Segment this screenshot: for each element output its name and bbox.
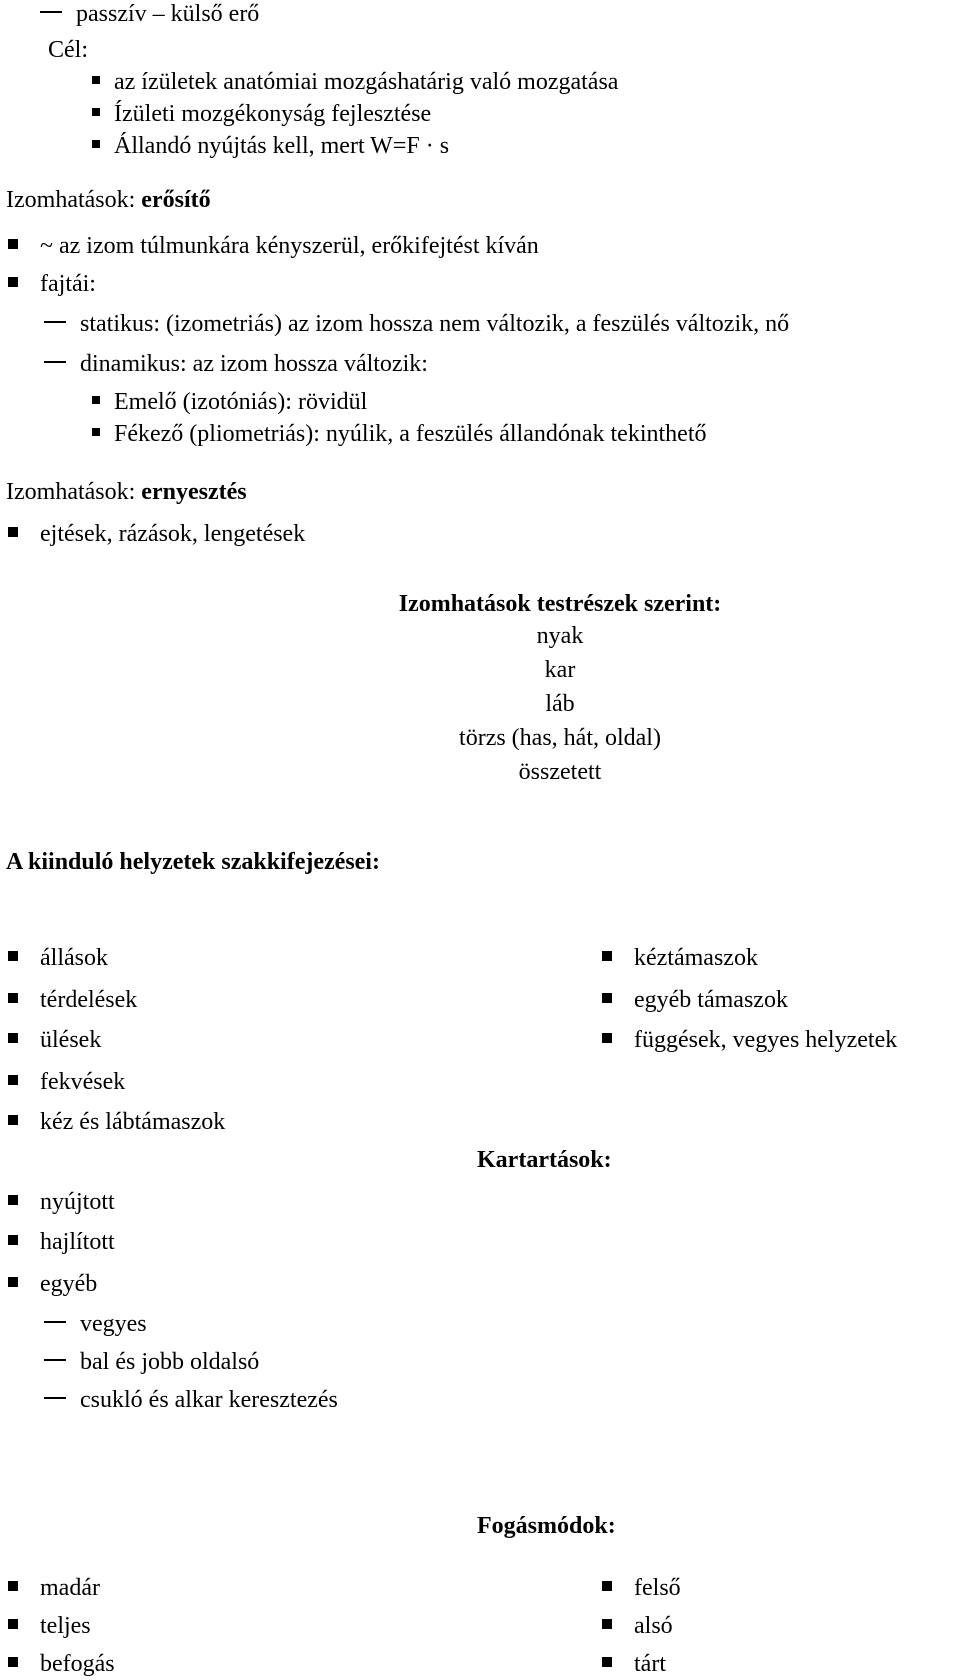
square-bullet-icon: [8, 527, 18, 537]
list-item: függések, vegyes helyzetek: [602, 1026, 897, 1054]
square-bullet-icon: [8, 1033, 18, 1043]
dash-bullet-icon: [44, 1321, 66, 1323]
list-item: teljes: [8, 1612, 91, 1640]
list-item: kar: [544, 657, 576, 683]
list-item: egyéb: [8, 1270, 97, 1298]
section-title: Izomhatások testrészek szerint:: [398, 591, 722, 617]
section-heading: Izomhatások: erősítő: [6, 187, 211, 213]
list-item: passzív – külső erő: [40, 0, 259, 28]
square-bullet-icon: [8, 1075, 18, 1085]
dash-bullet-icon: [44, 1397, 66, 1399]
list-item: ejtések, rázások, lengetések: [8, 520, 305, 548]
list-item: felső: [602, 1574, 681, 1602]
list-item: törzs (has, hát, oldal): [459, 725, 661, 751]
list-item: Fékező (pliometriás): nyúlik, a feszülés állandónak tekinthető: [92, 420, 707, 448]
list-item: az ízületek anatómiai mozgáshatárig való mozgatása: [92, 68, 618, 96]
list-item: tárt: [602, 1650, 666, 1678]
section-title: Kartartások:: [477, 1147, 612, 1173]
list-item: dinamikus: az izom hossza változik:: [44, 350, 428, 378]
list-item: fajtái:: [8, 270, 96, 298]
square-bullet-icon: [92, 396, 100, 404]
section-title: Fogásmódok:: [477, 1513, 616, 1539]
square-bullet-icon: [92, 108, 100, 116]
list-item: térdelések: [8, 986, 137, 1014]
square-bullet-icon: [8, 1115, 18, 1125]
list-item: ~ az izom túlmunkára kényszerül, erőkifejtést kíván: [8, 232, 539, 260]
list-item: alsó: [602, 1612, 673, 1640]
list-item: csukló és alkar keresztezés: [44, 1386, 338, 1414]
square-bullet-icon: [92, 140, 100, 148]
square-bullet-icon: [602, 1581, 612, 1591]
cel-label: Cél:: [48, 37, 88, 63]
list-item: vegyes: [44, 1310, 147, 1338]
list-item: fekvések: [8, 1068, 125, 1096]
list-item: Ízületi mozgékonyság fejlesztése: [92, 100, 431, 128]
square-bullet-icon: [8, 951, 18, 961]
list-item: Emelő (izotóniás): rövidül: [92, 388, 367, 416]
dash-bullet-icon: [44, 1359, 66, 1361]
list-item: Állandó nyújtás kell, mert W=F · s: [92, 132, 449, 160]
list-item: madár: [8, 1574, 100, 1602]
list-item: nyújtott: [8, 1188, 115, 1216]
dash-bullet-icon: [40, 11, 62, 13]
list-item: kéztámaszok: [602, 944, 758, 972]
dash-bullet-icon: [44, 321, 66, 323]
list-item: ülések: [8, 1026, 101, 1054]
square-bullet-icon: [602, 951, 612, 961]
square-bullet-icon: [8, 1619, 18, 1629]
square-bullet-icon: [8, 1657, 18, 1667]
square-bullet-icon: [8, 1581, 18, 1591]
list-item: nyak: [536, 623, 584, 649]
square-bullet-icon: [602, 1657, 612, 1667]
square-bullet-icon: [8, 277, 18, 287]
list-item: hajlított: [8, 1228, 115, 1256]
square-bullet-icon: [602, 993, 612, 1003]
square-bullet-icon: [602, 1619, 612, 1629]
square-bullet-icon: [8, 239, 18, 249]
list-item: összetett: [518, 759, 602, 785]
section-heading: Izomhatások: ernyesztés: [6, 479, 247, 505]
list-item: statikus: (izometriás) az izom hossza nem változik, a feszülés változik, nő: [44, 310, 789, 338]
square-bullet-icon: [8, 1235, 18, 1245]
square-bullet-icon: [8, 993, 18, 1003]
square-bullet-icon: [8, 1195, 18, 1205]
list-item: egyéb támaszok: [602, 986, 788, 1014]
section-title: A kiinduló helyzetek szakkifejezései:: [6, 849, 380, 875]
list-item: befogás: [8, 1650, 115, 1678]
square-bullet-icon: [92, 76, 100, 84]
square-bullet-icon: [8, 1277, 18, 1287]
square-bullet-icon: [602, 1033, 612, 1043]
list-item: láb: [545, 691, 575, 717]
square-bullet-icon: [92, 428, 100, 436]
dash-bullet-icon: [44, 361, 66, 363]
list-item: bal és jobb oldalsó: [44, 1348, 259, 1376]
list-item: kéz és lábtámaszok: [8, 1108, 225, 1136]
list-item: állások: [8, 944, 108, 972]
